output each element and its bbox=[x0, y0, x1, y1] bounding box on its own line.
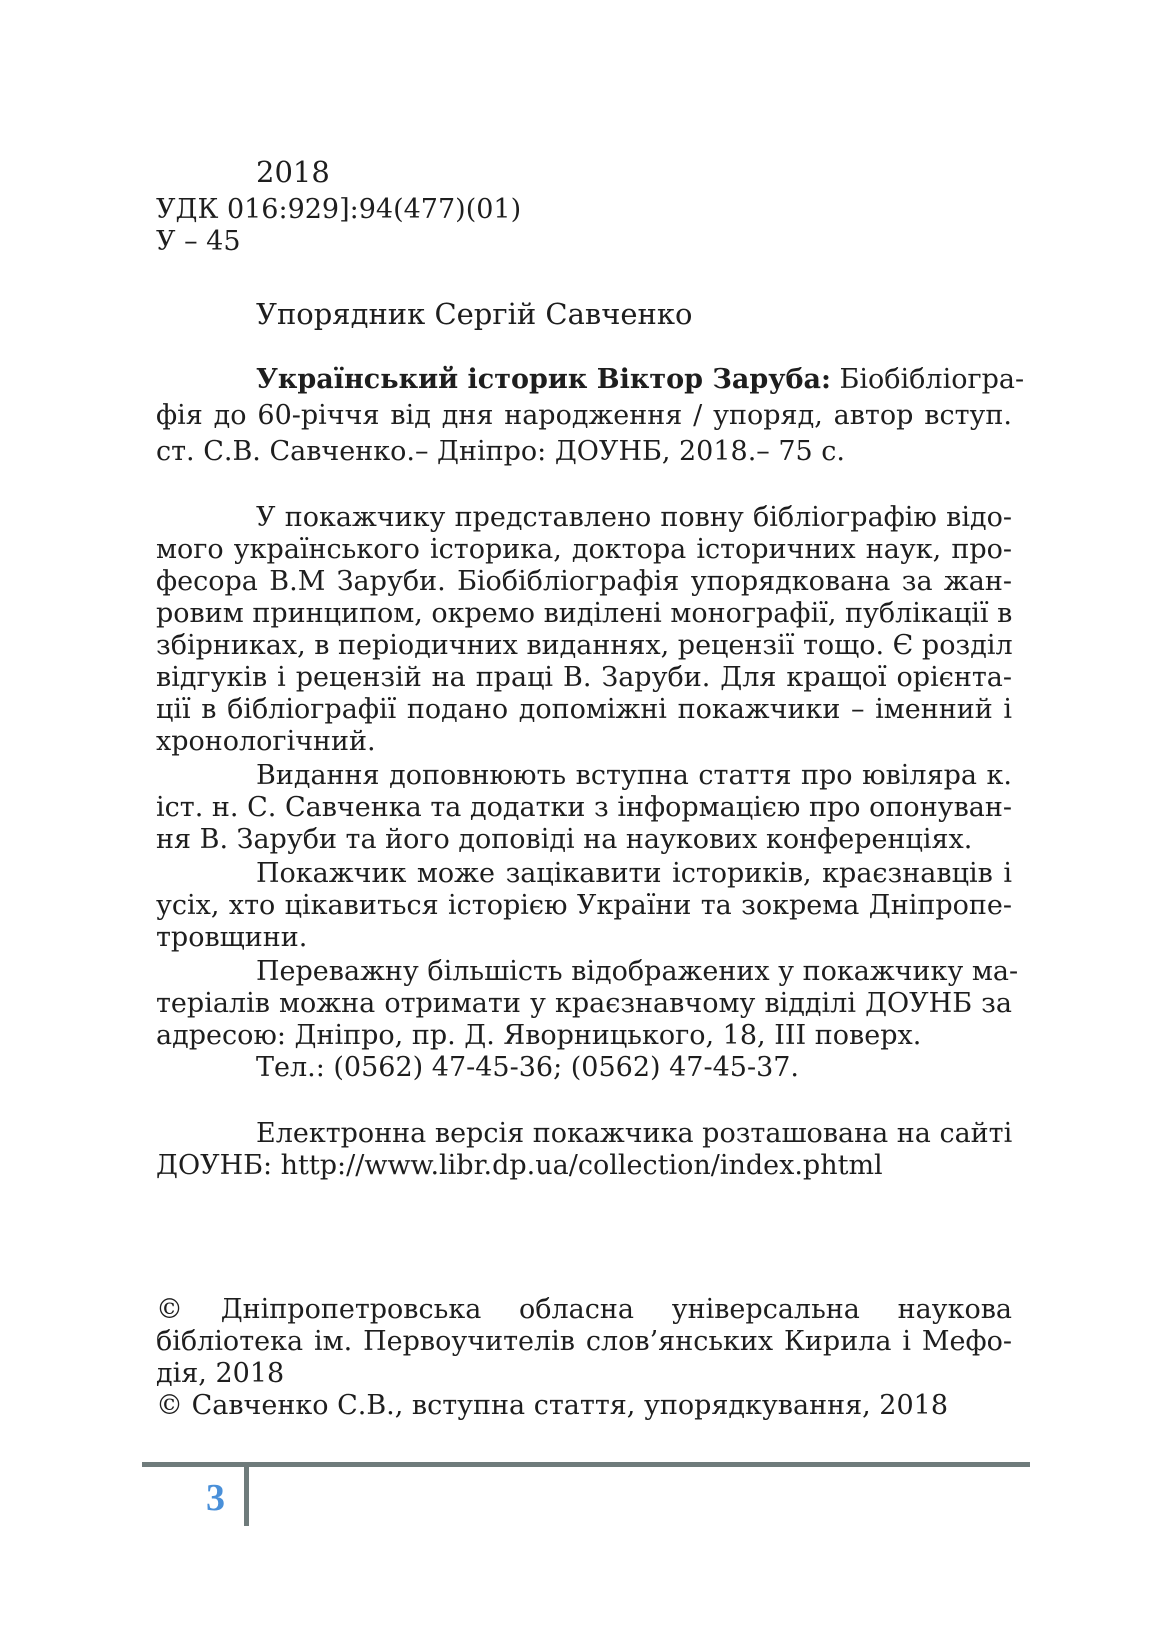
abstract-line: ції в бібліографії подано допоміжні покажчики – іменний і bbox=[156, 694, 1012, 725]
electronic-version-url: ДОУНБ: http://www.libr.dp.ua/collection/index.phtml bbox=[156, 1150, 883, 1181]
copyright-line: дія, 2018 bbox=[156, 1358, 285, 1389]
abstract-line: усіх, хто цікавиться історією України та зокрема Дніпропе- bbox=[156, 890, 1012, 921]
abstract-line: Покажчик може зацікавити істориків, краєзнавців і bbox=[256, 858, 1012, 889]
page-number: 3 bbox=[206, 1477, 225, 1519]
udk-code: УДК 016:929]:94(477)(01) bbox=[156, 194, 522, 225]
footer-vertical-rule bbox=[244, 1462, 249, 1526]
copyright-line: © Дніпропетровська обласна універсальна наукова bbox=[156, 1294, 1012, 1325]
abstract-line: хронологічний. bbox=[156, 726, 376, 757]
year: 2018 bbox=[256, 155, 330, 189]
abstract-line: адресою: Дніпро, пр. Д. Яворницького, 18, ІІІ поверх. bbox=[156, 1020, 922, 1051]
citation-line-1 bbox=[256, 364, 1025, 396]
abstract-line: мого українського історика, доктора історичних наук, про- bbox=[156, 534, 1012, 565]
citation-title: Український історик Віктор Заруба: bbox=[256, 364, 831, 395]
abstract-line: збірниках, в періодичних виданнях, рецензії тощо. Є розділ bbox=[156, 630, 1013, 661]
abstract-line: теріалів можна отримати у краєзнавчому відділі ДОУНБ за bbox=[156, 988, 1012, 1019]
abstract-line: відгуків і рецензій на праці В. Заруби. Для кращої орієнта- bbox=[156, 662, 1012, 693]
abstract-line: ровим принципом, окремо виділені монографії, публікації в bbox=[156, 598, 1013, 629]
phone-numbers: Тел.: (0562) 47-45-36; (0562) 47-45-37. bbox=[256, 1052, 800, 1083]
abstract-line: іст. н. С. Савченка та додатки з інформацією про опонуван- bbox=[156, 792, 1012, 823]
footer-horizontal-rule bbox=[142, 1462, 1030, 1467]
abstract-line: ня В. Заруби та його доповіді на наукових конференціях. bbox=[156, 824, 973, 855]
electronic-version-line: Електронна версія покажчика розташована на сайті bbox=[256, 1118, 1013, 1149]
copyright-line: бібліотека ім. Первоучителів слов’янських Кирила і Мефо- bbox=[156, 1326, 1012, 1357]
abstract-line: Видання доповнюють вступна стаття про ювіляра к. bbox=[256, 760, 1012, 791]
abstract-line: У покажчику представлено повну бібліографію відо- bbox=[256, 502, 1012, 533]
copyright-line: © Савченко С.В., вступна стаття, упорядкування, 2018 bbox=[156, 1390, 948, 1421]
abstract-line: тровщини. bbox=[156, 922, 308, 953]
citation-line-1-rest: Біобібліогра- bbox=[830, 364, 1025, 395]
catalog-index: У – 45 bbox=[156, 226, 241, 257]
compiler: Упорядник Сергій Савченко bbox=[256, 297, 693, 331]
citation-line-3: ст. С.В. Савченко.– Дніпро: ДОУНБ, 2018.– 75 с. bbox=[156, 436, 846, 467]
citation-line-2: фія до 60-річчя від дня народження / упоряд, автор вступ. bbox=[156, 400, 1012, 431]
abstract-line: Переважну більшість відображених у покажчику ма- bbox=[256, 956, 1019, 987]
abstract-line: фесора В.М Заруби. Біобібліографія упорядкована за жан- bbox=[156, 566, 1012, 597]
